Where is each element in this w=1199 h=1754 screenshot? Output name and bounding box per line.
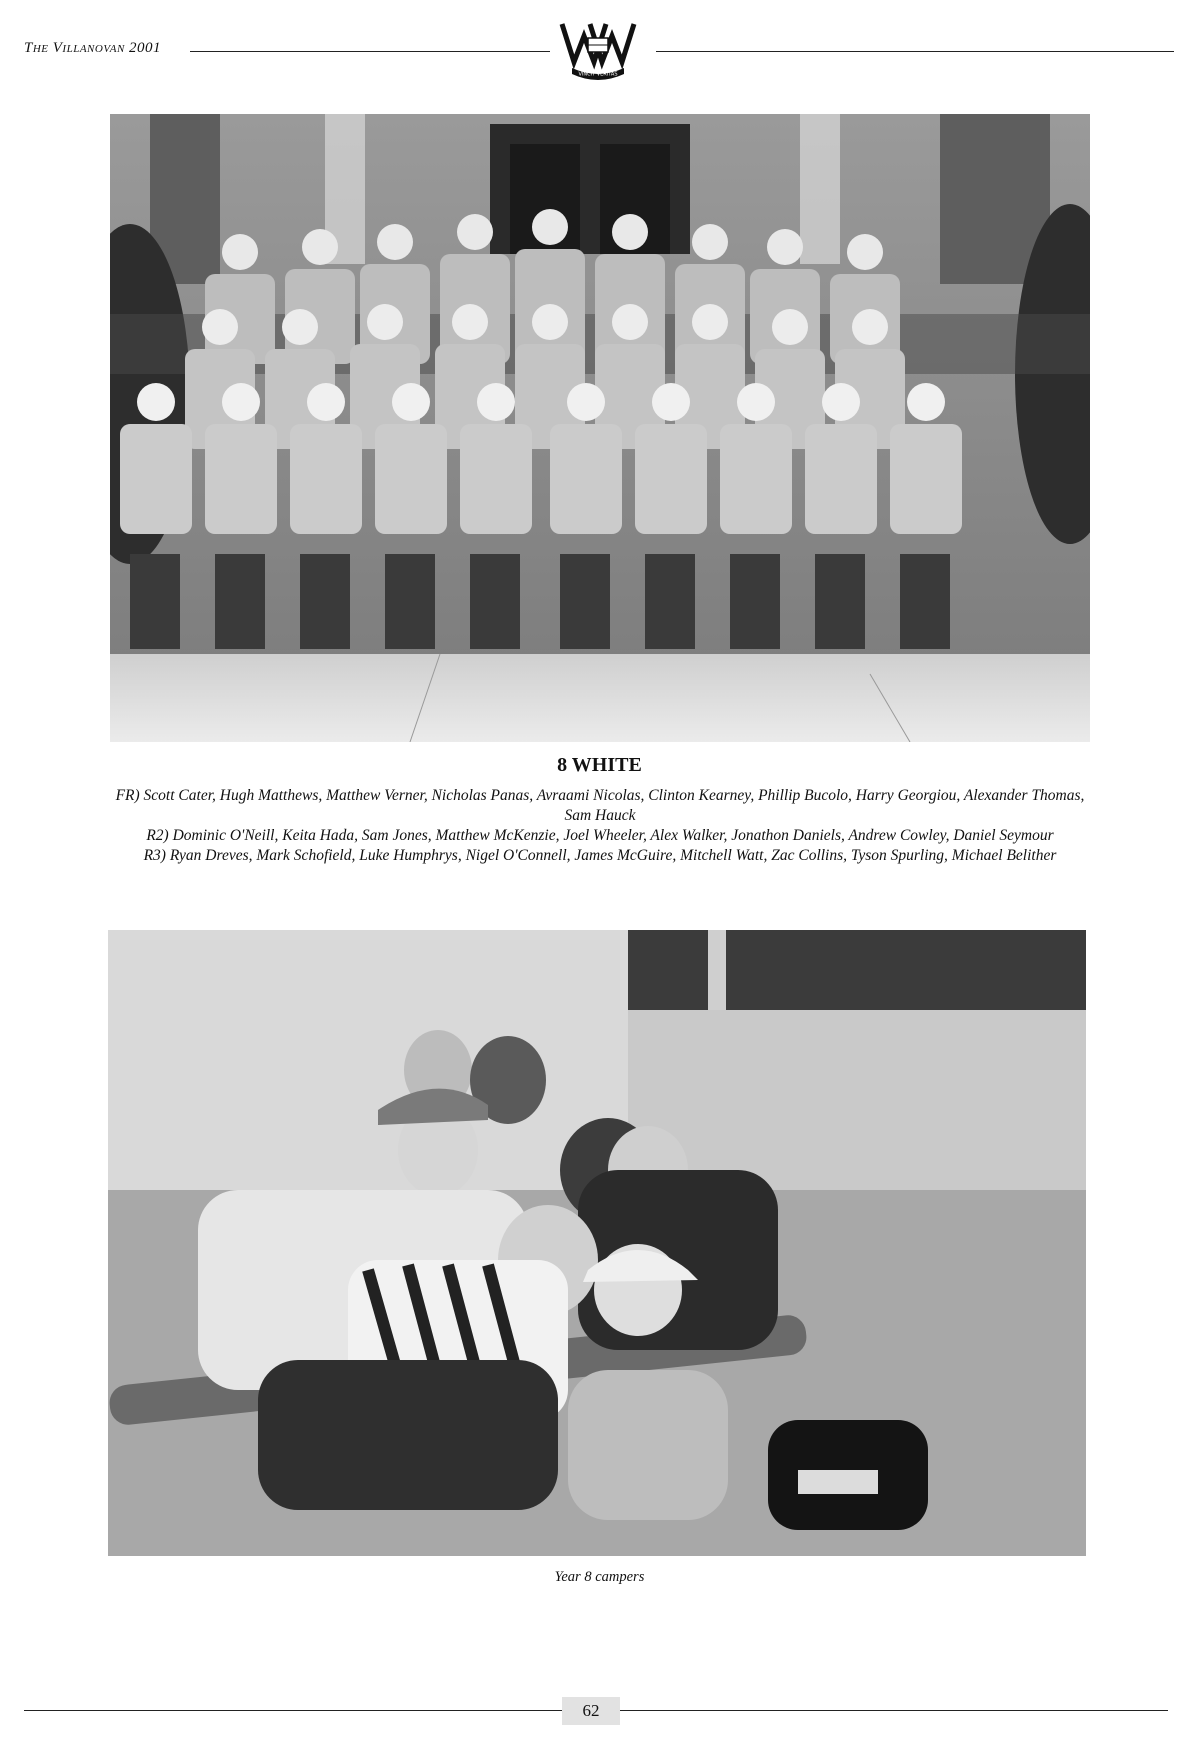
names-row-2: R2) Dominic O'Neill, Keita Hada, Sam Jones, Matthew McKenzie, Joel Wheeler, Alex Walker, Jonathon Daniels, Andrew Cowley, Daniel Seymour	[146, 827, 1054, 844]
header-rule-left	[190, 51, 550, 52]
running-header-title: The Villanovan 2001	[24, 40, 162, 56]
footer-rule-right	[620, 1710, 1168, 1711]
header-rule-right	[656, 51, 1174, 52]
page-number: 62	[562, 1697, 620, 1725]
logo-motto: VINCIT VERITAS	[578, 71, 618, 78]
class-heading: 8 WHITE	[557, 754, 642, 776]
names-row-front-continued: Sam Hauck	[564, 807, 636, 824]
footer-rule-left	[24, 1710, 562, 1711]
class-group-photo	[110, 114, 1090, 742]
campers-photo-caption: Year 8 campers	[554, 1569, 645, 1585]
class-names-list	[40, 786, 1160, 866]
names-row-front: FR) Scott Cater, Hugh Matthews, Matthew Verner, Nicholas Panas, Avraami Nicolas, Clinton Kearney, Phillip Bucolo, Harry Georgiou, Alexander Thomas,	[115, 787, 1085, 804]
school-crest-logo	[558, 18, 638, 82]
names-row-3: R3) Ryan Dreves, Mark Schofield, Luke Humphrys, Nigel O'Connell, James McGuire, Mitchell Watt, Zac Collins, Tyson Spurling, Michael Belither	[143, 847, 1057, 864]
campers-photo	[108, 930, 1086, 1556]
